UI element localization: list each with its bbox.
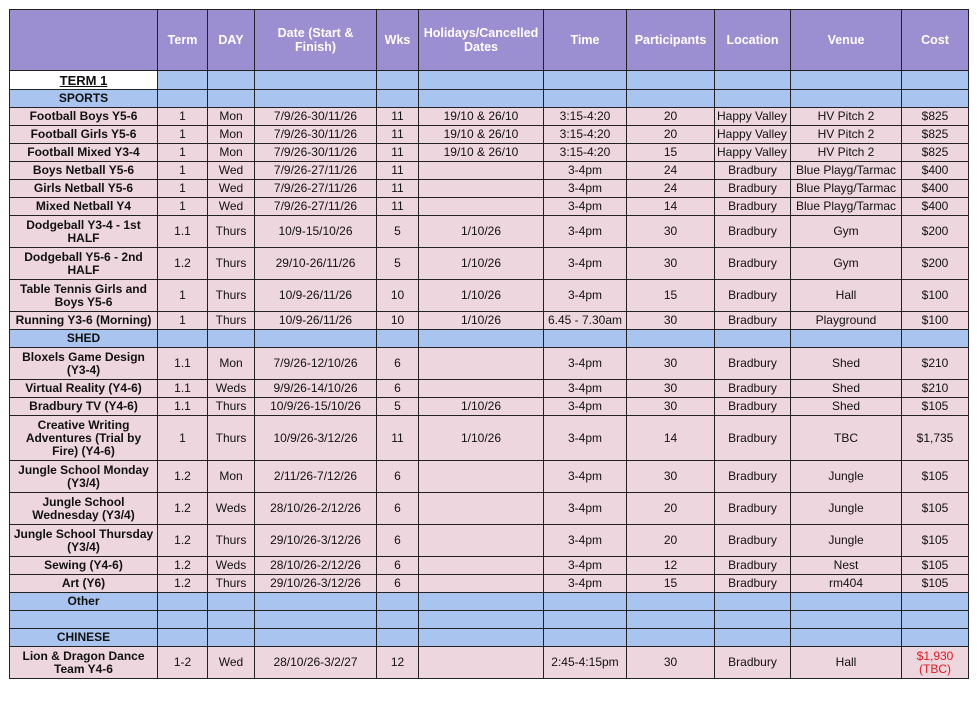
cell-wks: 10 (377, 280, 419, 312)
cell-time: 3-4pm (544, 216, 627, 248)
section-label: SPORTS (10, 90, 158, 108)
cell-dates: 10/9-15/10/26 (255, 216, 377, 248)
cell-cost: $825 (902, 144, 969, 162)
cell-location: Happy Valley (715, 108, 791, 126)
cell-holidays (419, 162, 544, 180)
table-row (10, 312, 969, 330)
table-row (10, 248, 969, 280)
cell-cost: $825 (902, 126, 969, 144)
header-dates: Date (Start & Finish) (255, 10, 377, 71)
cell-wks: 5 (377, 216, 419, 248)
cell-time: 2:45-4:15pm (544, 647, 627, 679)
cell-location: Bradbury (715, 162, 791, 180)
cell-activity: Creative Writing Adventures (Trial by Fire) (Y4-6) (10, 416, 158, 461)
cell-dates: 7/9/26-30/11/26 (255, 108, 377, 126)
cell-venue: HV Pitch 2 (791, 144, 902, 162)
cell-cost: $105 (902, 557, 969, 575)
cell-day: Wed (208, 180, 255, 198)
cell-time: 3-4pm (544, 461, 627, 493)
cell-term: 1 (158, 312, 208, 330)
cell-wks: 11 (377, 162, 419, 180)
cell-participants: 20 (627, 525, 715, 557)
cell-time: 6.45 - 7.30am (544, 312, 627, 330)
cell-time: 3-4pm (544, 180, 627, 198)
cell-cost: $105 (902, 525, 969, 557)
table-row (10, 162, 969, 180)
cell-wks: 6 (377, 380, 419, 398)
cell-location: Bradbury (715, 461, 791, 493)
header-participants: Participants (627, 10, 715, 71)
cell-dates: 29/10/26-3/12/26 (255, 525, 377, 557)
cell-term: 1.1 (158, 398, 208, 416)
cell-activity: Table Tennis Girls and Boys Y5-6 (10, 280, 158, 312)
cell-day: Mon (208, 348, 255, 380)
cell-participants: 30 (627, 216, 715, 248)
cell-activity: Virtual Reality (Y4-6) (10, 380, 158, 398)
cell-holidays: 19/10 & 26/10 (419, 144, 544, 162)
table-row (10, 180, 969, 198)
cell-cost: $210 (902, 380, 969, 398)
cell-venue: Shed (791, 380, 902, 398)
cell-holidays: 1/10/26 (419, 280, 544, 312)
cell-term: 1.1 (158, 216, 208, 248)
cell-dates: 7/9/26-27/11/26 (255, 180, 377, 198)
cell-location: Bradbury (715, 198, 791, 216)
cell-dates: 7/9/26-27/11/26 (255, 198, 377, 216)
cell-activity: Jungle School Thursday (Y3/4) (10, 525, 158, 557)
cell-participants: 30 (627, 398, 715, 416)
cell-cost: $210 (902, 348, 969, 380)
activities-table (9, 9, 969, 679)
cell-holidays (419, 380, 544, 398)
cell-location: Bradbury (715, 248, 791, 280)
cell-holidays (419, 348, 544, 380)
cell-activity: Dodgeball Y3-4 - 1st HALF (10, 216, 158, 248)
cell-activity: Running Y3-6 (Morning) (10, 312, 158, 330)
cell-activity: Football Boys Y5-6 (10, 108, 158, 126)
cell-day: Mon (208, 461, 255, 493)
cell-venue: Blue Playg/Tarmac (791, 180, 902, 198)
table-row (10, 575, 969, 593)
cell-day: Thurs (208, 312, 255, 330)
cell-venue: Jungle (791, 525, 902, 557)
cell-day: Thurs (208, 575, 255, 593)
cell-venue: Gym (791, 216, 902, 248)
cell-cost: $105 (902, 461, 969, 493)
cell-location: Bradbury (715, 557, 791, 575)
cell-dates: 7/9/26-12/10/26 (255, 348, 377, 380)
cell-activity: Bradbury TV (Y4-6) (10, 398, 158, 416)
cell-participants: 30 (627, 380, 715, 398)
cell-time: 3-4pm (544, 493, 627, 525)
cell-location: Bradbury (715, 348, 791, 380)
cell-activity: Jungle School Monday (Y3/4) (10, 461, 158, 493)
cell-cost: $400 (902, 198, 969, 216)
header-row (10, 10, 969, 71)
table-row (10, 416, 969, 461)
header-location: Location (715, 10, 791, 71)
cell-holidays: 1/10/26 (419, 398, 544, 416)
cell-time: 3-4pm (544, 398, 627, 416)
header-cost: Cost (902, 10, 969, 71)
cell-holidays: 19/10 & 26/10 (419, 108, 544, 126)
cell-participants: 30 (627, 312, 715, 330)
cell-activity: Bloxels Game Design (Y3-4) (10, 348, 158, 380)
cell-term: 1.2 (158, 525, 208, 557)
cell-activity: Lion & Dragon Dance Team Y4-6 (10, 647, 158, 679)
cell-participants: 15 (627, 575, 715, 593)
cell-venue: TBC (791, 416, 902, 461)
cell-day: Weds (208, 380, 255, 398)
cell-term: 1-2 (158, 647, 208, 679)
cell-time: 3-4pm (544, 557, 627, 575)
table-row (10, 647, 969, 679)
section-sports (10, 90, 969, 108)
cell-day: Weds (208, 493, 255, 525)
cell-term: 1 (158, 144, 208, 162)
section-shed (10, 330, 969, 348)
cell-activity: Football Girls Y5-6 (10, 126, 158, 144)
cell-location: Bradbury (715, 493, 791, 525)
table-row (10, 126, 969, 144)
cell-holidays: 19/10 & 26/10 (419, 126, 544, 144)
cell-cost: $100 (902, 280, 969, 312)
cell-dates: 10/9/26-15/10/26 (255, 398, 377, 416)
cell-dates: 29/10/26-3/12/26 (255, 575, 377, 593)
header-holidays: Holidays/Cancelled Dates (419, 10, 544, 71)
cell-wks: 11 (377, 198, 419, 216)
cell-venue: Jungle (791, 493, 902, 525)
cell-activity: Boys Netball Y5-6 (10, 162, 158, 180)
cell-participants: 30 (627, 348, 715, 380)
cell-dates: 7/9/26-30/11/26 (255, 144, 377, 162)
cell-wks: 11 (377, 108, 419, 126)
cell-dates: 28/10/26-2/12/26 (255, 557, 377, 575)
cell-venue: Blue Playg/Tarmac (791, 162, 902, 180)
cell-venue: Hall (791, 647, 902, 679)
cell-dates: 9/9/26-14/10/26 (255, 380, 377, 398)
cell-wks: 6 (377, 575, 419, 593)
cell-activity: Football Mixed Y3-4 (10, 144, 158, 162)
cell-location: Bradbury (715, 380, 791, 398)
cell-day: Thurs (208, 398, 255, 416)
cell-wks: 11 (377, 144, 419, 162)
cell-participants: 20 (627, 108, 715, 126)
table-row (10, 216, 969, 248)
cell-wks: 5 (377, 248, 419, 280)
cell-venue: Hall (791, 280, 902, 312)
cell-cost: $825 (902, 108, 969, 126)
cell-cost: $400 (902, 180, 969, 198)
table-row (10, 525, 969, 557)
cell-location: Bradbury (715, 180, 791, 198)
cell-venue: HV Pitch 2 (791, 108, 902, 126)
cell-cost: $105 (902, 575, 969, 593)
cell-wks: 11 (377, 180, 419, 198)
cell-venue: Jungle (791, 461, 902, 493)
cell-participants: 15 (627, 280, 715, 312)
header-wks: Wks (377, 10, 419, 71)
cell-participants: 24 (627, 162, 715, 180)
cell-participants: 14 (627, 198, 715, 216)
cell-participants: 14 (627, 416, 715, 461)
cell-dates: 10/9-26/11/26 (255, 280, 377, 312)
section-label: CHINESE (10, 629, 158, 647)
cell-wks: 5 (377, 398, 419, 416)
section-label: Other (10, 593, 158, 611)
header-term: Term (158, 10, 208, 71)
cell-cost: $200 (902, 248, 969, 280)
cell-time: 3:15-4:20 (544, 126, 627, 144)
cell-venue: Playground (791, 312, 902, 330)
table-row (10, 108, 969, 126)
cell-location: Happy Valley (715, 144, 791, 162)
cell-activity: Jungle School Wednesday (Y3/4) (10, 493, 158, 525)
cell-wks: 10 (377, 312, 419, 330)
cell-location: Bradbury (715, 312, 791, 330)
cell-cost: $200 (902, 216, 969, 248)
cell-holidays (419, 198, 544, 216)
cell-term: 1.2 (158, 493, 208, 525)
term-label: TERM 1 (10, 71, 158, 90)
section-label: SHED (10, 330, 158, 348)
cell-venue: Blue Playg/Tarmac (791, 198, 902, 216)
table-row (10, 461, 969, 493)
cell-activity: Sewing (Y4-6) (10, 557, 158, 575)
cell-term: 1.2 (158, 248, 208, 280)
cell-term: 1 (158, 108, 208, 126)
cell-time: 3:15-4:20 (544, 108, 627, 126)
cell-dates: 10/9/26-3/12/26 (255, 416, 377, 461)
section-chinese (10, 629, 969, 647)
table-row (10, 144, 969, 162)
cell-dates: 28/10/26-2/12/26 (255, 493, 377, 525)
cell-day: Mon (208, 126, 255, 144)
cell-wks: 12 (377, 647, 419, 679)
cell-wks: 11 (377, 126, 419, 144)
cell-dates: 2/11/26-7/12/26 (255, 461, 377, 493)
cell-venue: Shed (791, 398, 902, 416)
cell-time: 3-4pm (544, 575, 627, 593)
cell-holidays (419, 180, 544, 198)
cell-day: Wed (208, 647, 255, 679)
cell-term: 1 (158, 280, 208, 312)
cell-term: 1 (158, 198, 208, 216)
cell-dates: 7/9/26-30/11/26 (255, 126, 377, 144)
cell-time: 3-4pm (544, 280, 627, 312)
header-time: Time (544, 10, 627, 71)
table-row (10, 348, 969, 380)
blank-row (10, 611, 969, 629)
cell-venue: Gym (791, 248, 902, 280)
cell-time: 3-4pm (544, 348, 627, 380)
cell-activity: Dodgeball Y5-6 - 2nd HALF (10, 248, 158, 280)
cell-wks: 6 (377, 557, 419, 575)
cell-time: 3:15-4:20 (544, 144, 627, 162)
cell-day: Thurs (208, 248, 255, 280)
cell-holidays: 1/10/26 (419, 248, 544, 280)
cell-day: Thurs (208, 525, 255, 557)
cell-location: Bradbury (715, 647, 791, 679)
cell-dates: 7/9/26-27/11/26 (255, 162, 377, 180)
cell-wks: 6 (377, 348, 419, 380)
cell-holidays (419, 525, 544, 557)
cell-day: Mon (208, 108, 255, 126)
cell-wks: 6 (377, 493, 419, 525)
cell-wks: 11 (377, 416, 419, 461)
cell-holidays (419, 557, 544, 575)
cell-location: Bradbury (715, 416, 791, 461)
cell-participants: 24 (627, 180, 715, 198)
cell-term: 1.1 (158, 348, 208, 380)
header-activity (10, 10, 158, 71)
table-row (10, 398, 969, 416)
cell-term: 1.2 (158, 461, 208, 493)
cell-term: 1 (158, 416, 208, 461)
cell-time: 3-4pm (544, 525, 627, 557)
cell-holidays (419, 493, 544, 525)
cell-activity: Girls Netball Y5-6 (10, 180, 158, 198)
header-venue: Venue (791, 10, 902, 71)
term-row (10, 71, 969, 90)
table-row (10, 198, 969, 216)
cell-term: 1.1 (158, 380, 208, 398)
cell-time: 3-4pm (544, 380, 627, 398)
cell-location: Bradbury (715, 525, 791, 557)
cell-activity: Art (Y6) (10, 575, 158, 593)
cell-day: Wed (208, 162, 255, 180)
cell-day: Thurs (208, 280, 255, 312)
cell-holidays: 1/10/26 (419, 312, 544, 330)
cell-participants: 12 (627, 557, 715, 575)
cell-holidays (419, 575, 544, 593)
cell-holidays: 1/10/26 (419, 416, 544, 461)
cell-location: Bradbury (715, 398, 791, 416)
cell-dates: 29/10-26/11/26 (255, 248, 377, 280)
cell-wks: 6 (377, 461, 419, 493)
cell-term: 1 (158, 126, 208, 144)
table-row (10, 557, 969, 575)
cell-day: Thurs (208, 216, 255, 248)
cell-dates: 10/9-26/11/26 (255, 312, 377, 330)
cell-dates: 28/10/26-3/2/27 (255, 647, 377, 679)
cell-venue: HV Pitch 2 (791, 126, 902, 144)
cell-venue: Shed (791, 348, 902, 380)
cell-cost: $105 (902, 398, 969, 416)
table-row (10, 380, 969, 398)
cell-location: Bradbury (715, 575, 791, 593)
cell-participants: 30 (627, 248, 715, 280)
cell-day: Mon (208, 144, 255, 162)
cell-location: Bradbury (715, 216, 791, 248)
cell-location: Happy Valley (715, 126, 791, 144)
cell-term: 1 (158, 180, 208, 198)
cell-participants: 20 (627, 126, 715, 144)
table-row (10, 493, 969, 525)
table-row (10, 280, 969, 312)
cell-day: Thurs (208, 416, 255, 461)
cell-participants: 30 (627, 647, 715, 679)
cell-holidays (419, 461, 544, 493)
cell-activity: Mixed Netball Y4 (10, 198, 158, 216)
cell-participants: 30 (627, 461, 715, 493)
cell-time: 3-4pm (544, 248, 627, 280)
cell-holidays (419, 647, 544, 679)
cell-day: Weds (208, 557, 255, 575)
cell-participants: 15 (627, 144, 715, 162)
cell-venue: rm404 (791, 575, 902, 593)
cell-time: 3-4pm (544, 162, 627, 180)
cell-participants: 20 (627, 493, 715, 525)
cell-wks: 6 (377, 525, 419, 557)
cell-cost: $1,930 (TBC) (902, 647, 969, 679)
section-other (10, 593, 969, 611)
header-day: DAY (208, 10, 255, 71)
cell-cost: $100 (902, 312, 969, 330)
cell-term: 1.2 (158, 575, 208, 593)
cell-term: 1.2 (158, 557, 208, 575)
cell-holidays: 1/10/26 (419, 216, 544, 248)
cell-location: Bradbury (715, 280, 791, 312)
cell-venue: Nest (791, 557, 902, 575)
cell-term: 1 (158, 162, 208, 180)
cell-cost: $105 (902, 493, 969, 525)
cell-cost: $400 (902, 162, 969, 180)
cell-day: Wed (208, 198, 255, 216)
cell-cost: $1,735 (902, 416, 969, 461)
cell-time: 3-4pm (544, 198, 627, 216)
cell-time: 3-4pm (544, 416, 627, 461)
